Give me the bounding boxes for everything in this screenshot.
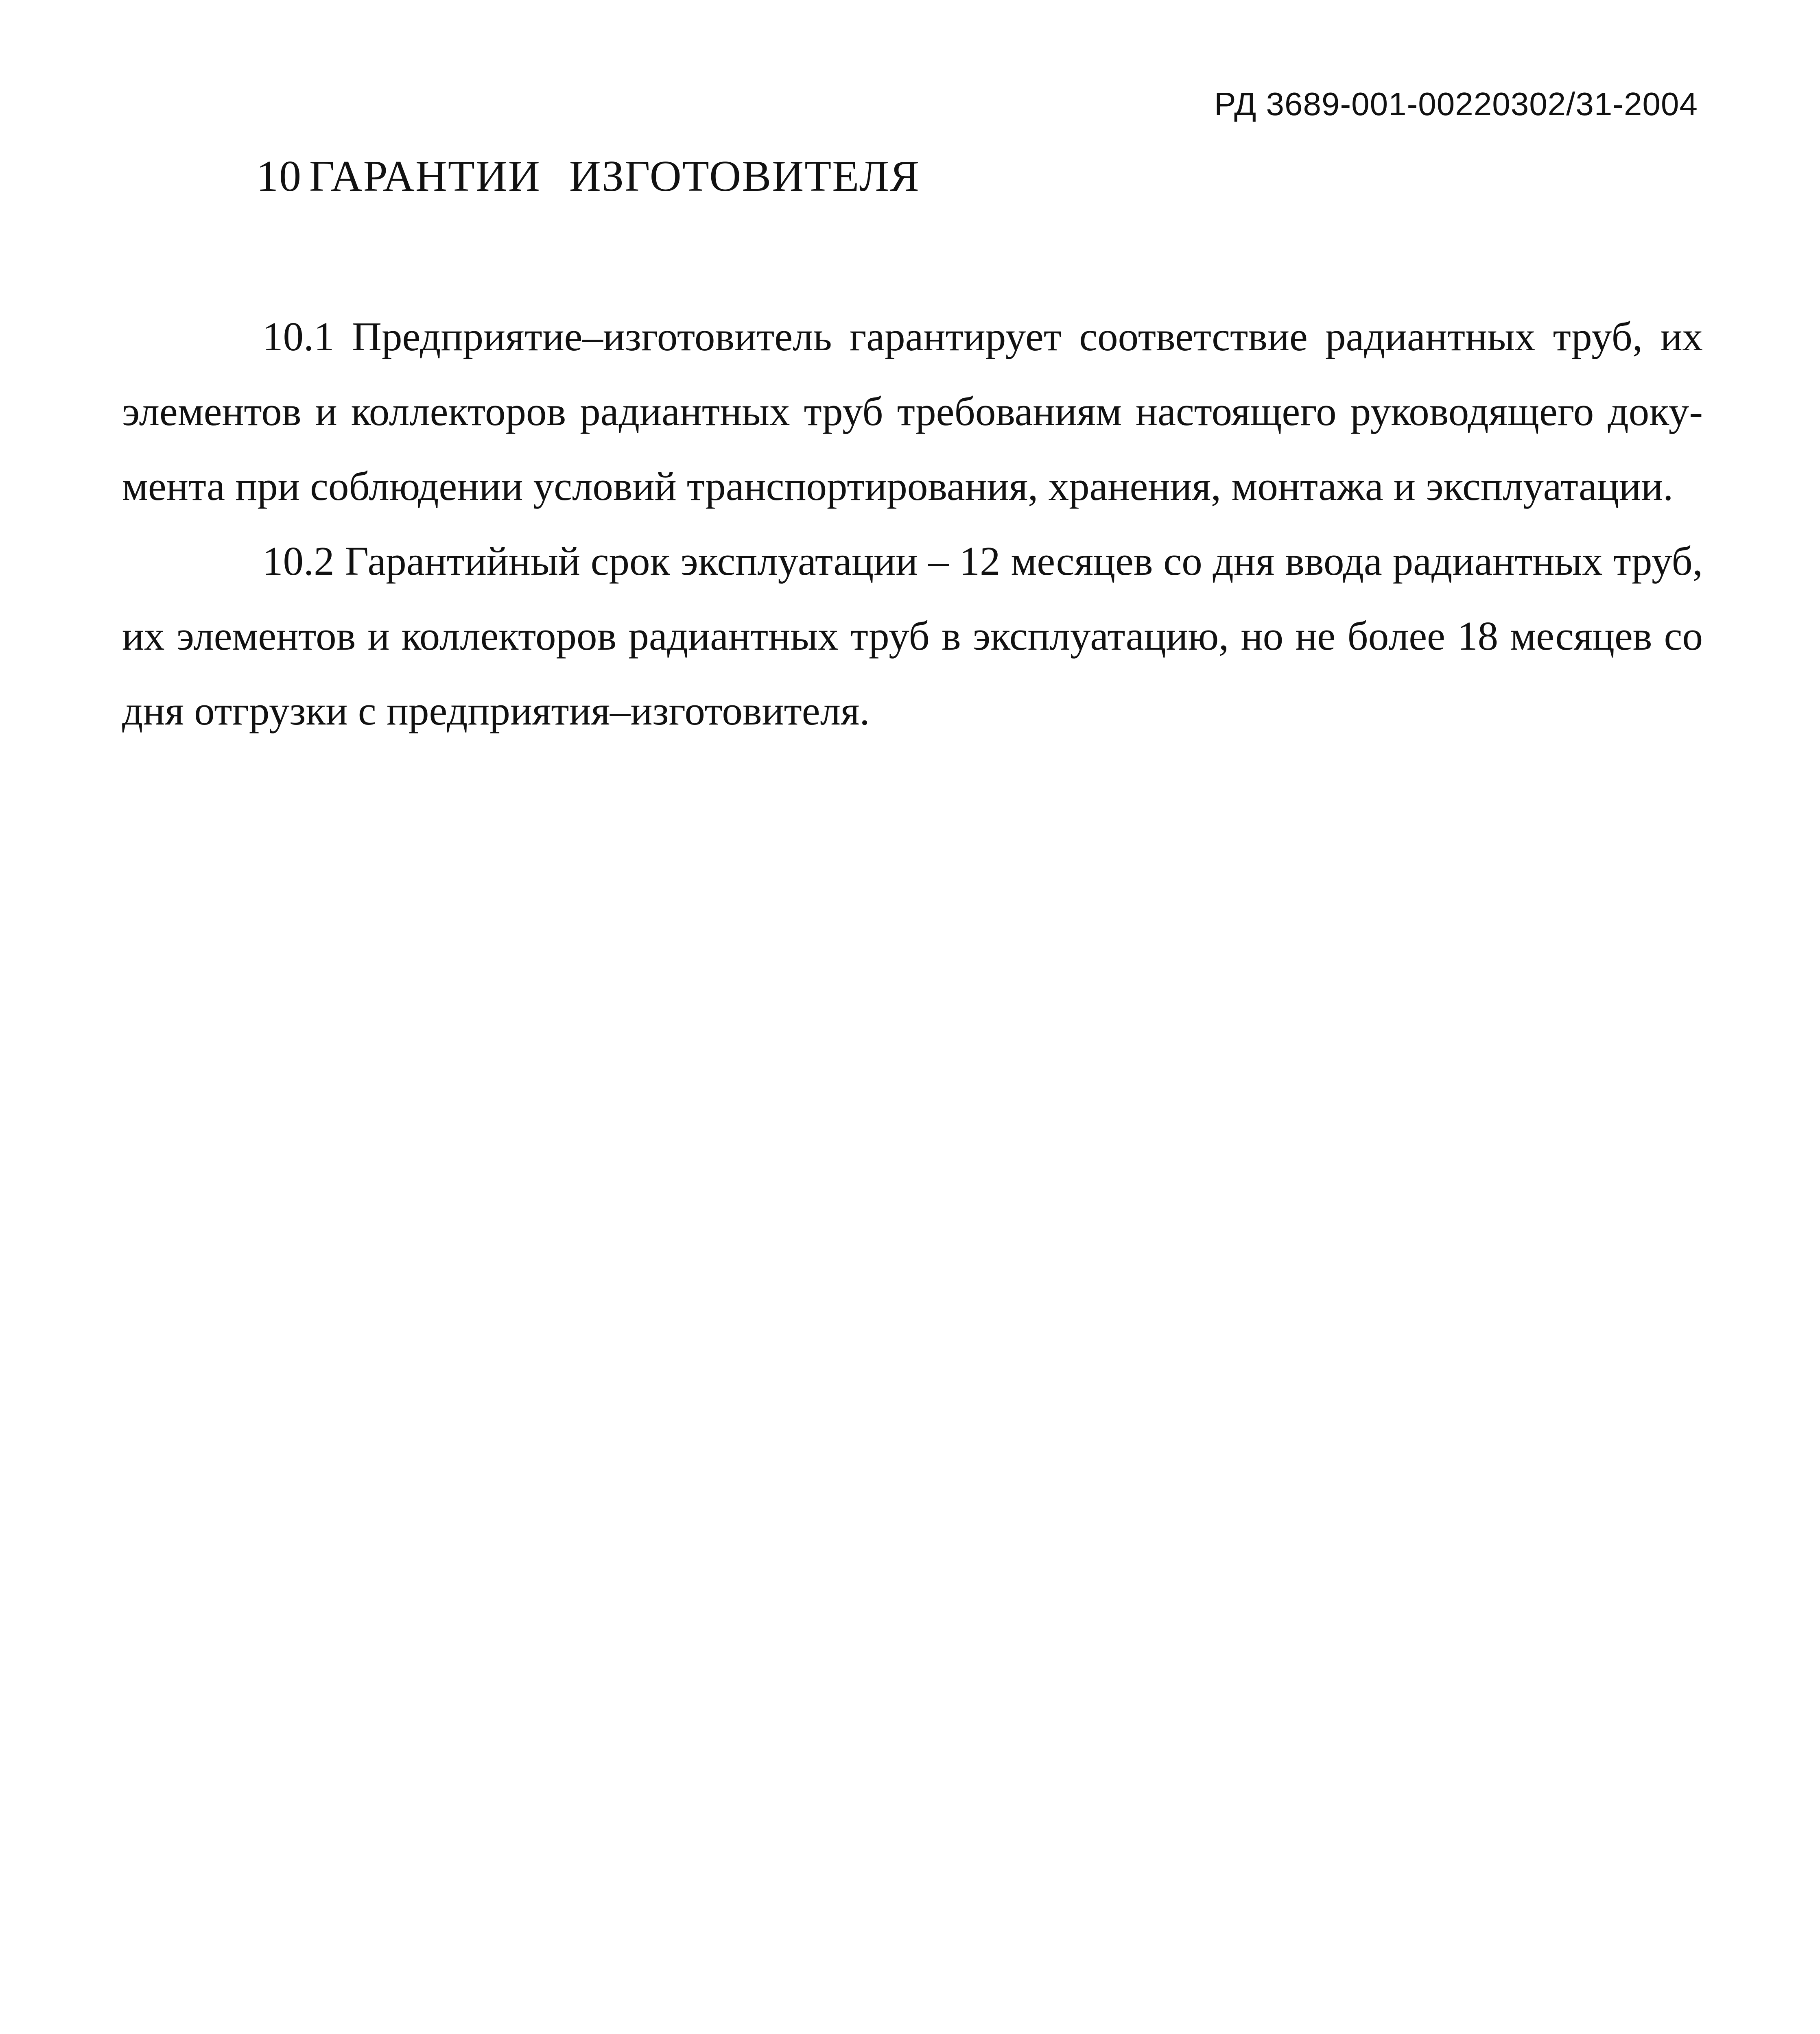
section-title-word-1: ГАРАНТИИ [309,152,541,201]
paragraph-line: 10.1 Предприятие–изготовитель гарантирует соответствие радиантных труб, их [262,314,1703,359]
section-body [122,299,1703,748]
paragraph-line: 10.2 Гарантийный срок эксплуатации – 12 месяцев со дня ввода радиантных труб, [262,538,1703,584]
paragraph-line: дня отгрузки с предприятия–изготовителя. [122,688,870,733]
paragraph-10-1 [122,299,1703,524]
paragraph-line: мента при соблюдении условий транспортирования, хранения, монтажа и эксплуатации. [122,463,1674,509]
paragraph-line: элементов и коллекторов радиантных труб требованиям настоящего руководящего доку- [122,388,1703,434]
section-title [256,151,920,202]
document-code: РД 3689-001-00220302/31-2004 [1214,86,1698,122]
section-number: 10 [256,152,302,201]
paragraph-line: их элементов и коллекторов радиантных труб в эксплуатацию, но не более 18 месяцев со [122,613,1703,659]
section-title-word-2: ИЗГОТОВИТЕЛЯ [569,152,920,201]
paragraph-10-2 [122,524,1703,748]
